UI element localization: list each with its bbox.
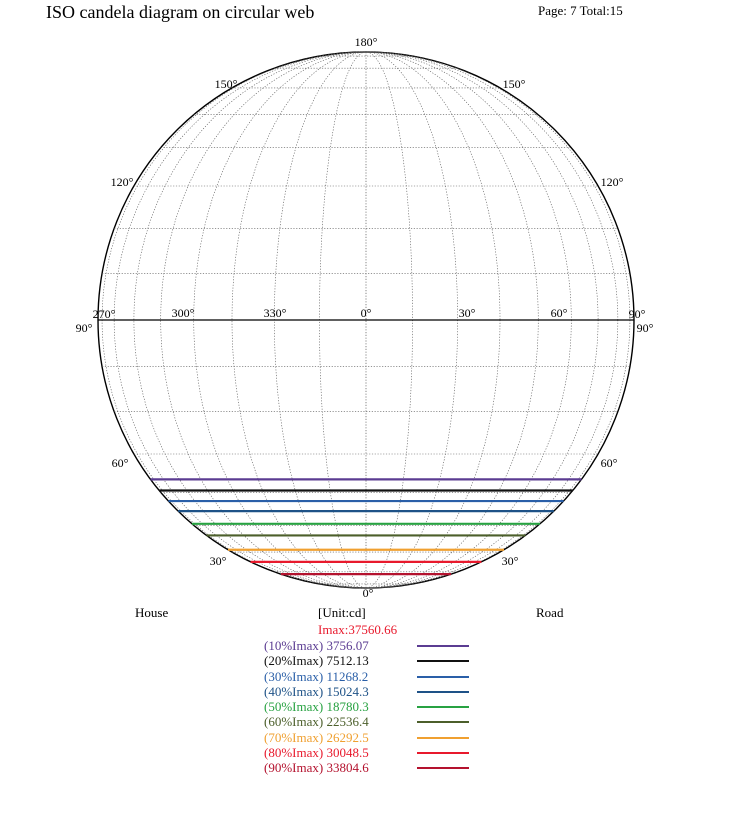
legend-swatch (417, 660, 469, 662)
legend-label: (50%Imax) 18780.3 (264, 699, 369, 715)
tick-label-equator: 0° (360, 306, 372, 320)
tick-label-upper-left-120: 120° (110, 175, 134, 189)
legend-swatch (417, 706, 469, 708)
legend-swatch (417, 691, 469, 693)
legend-item (264, 714, 484, 729)
legend-item (264, 760, 484, 775)
tick-label-top: 180° (354, 35, 378, 49)
legend-label: (90%Imax) 33804.6 (264, 760, 369, 776)
tick-label-lower-right-60: 60° (600, 456, 618, 470)
legend-swatch (417, 767, 469, 769)
tick-label-upper-right-120: 120° (600, 175, 624, 189)
tick-label-equator: 60° (550, 306, 568, 320)
legend-swatch (417, 676, 469, 678)
tick-label-lower-left-60: 60° (111, 456, 129, 470)
tick-label-right-lower: 90° (636, 321, 654, 335)
house-label: House (135, 605, 169, 620)
tick-label-equator: 30° (458, 306, 476, 320)
legend-label: (10%Imax) 3756.07 (264, 638, 369, 653)
legend-swatch (417, 645, 469, 647)
legend-item (264, 699, 484, 714)
tick-label-lower-left-30: 30° (209, 554, 227, 568)
tick-labels (76, 35, 654, 600)
legend-label: (30%Imax) 11268.2 (264, 668, 369, 684)
legend-label: (70%Imax) 26292.5 (264, 729, 369, 745)
legend-swatch (417, 721, 469, 723)
tick-label-left-lower: 90° (75, 321, 93, 335)
tick-label-bottom: 0° (362, 586, 374, 600)
legend-label: (80%Imax) 30048.5 (264, 745, 369, 761)
circular-web-grid (98, 52, 634, 588)
legend-swatch (417, 752, 469, 754)
tick-label-upper-right-150: 150° (502, 77, 526, 91)
legend-swatch (417, 737, 469, 739)
page-info: Page: 7 Total:15 (538, 3, 623, 18)
page-title: ISO candela diagram on circular web (46, 2, 315, 22)
legend-item (264, 745, 484, 760)
tick-label-equator: 300° (171, 306, 195, 320)
legend (264, 638, 484, 776)
tick-label-left-upper: 270° (92, 307, 116, 321)
tick-label-right-upper: 90° (628, 307, 646, 321)
legend-item (264, 638, 484, 653)
legend-label: (20%Imax) 7512.13 (264, 653, 369, 669)
legend-item (264, 684, 484, 699)
legend-label: (40%Imax) 15024.3 (264, 683, 369, 699)
tick-label-lower-right-30: 30° (501, 554, 519, 568)
unit-label: [Unit:cd] (318, 605, 366, 620)
legend-item (264, 653, 484, 668)
tick-label-upper-left-150: 150° (214, 77, 238, 91)
imax-label: Imax:37560.66 (318, 622, 398, 637)
road-label: Road (536, 605, 564, 620)
legend-label: (60%Imax) 22536.4 (264, 714, 369, 730)
legend-item (264, 669, 484, 684)
tick-label-equator: 330° (263, 306, 287, 320)
legend-item (264, 730, 484, 745)
